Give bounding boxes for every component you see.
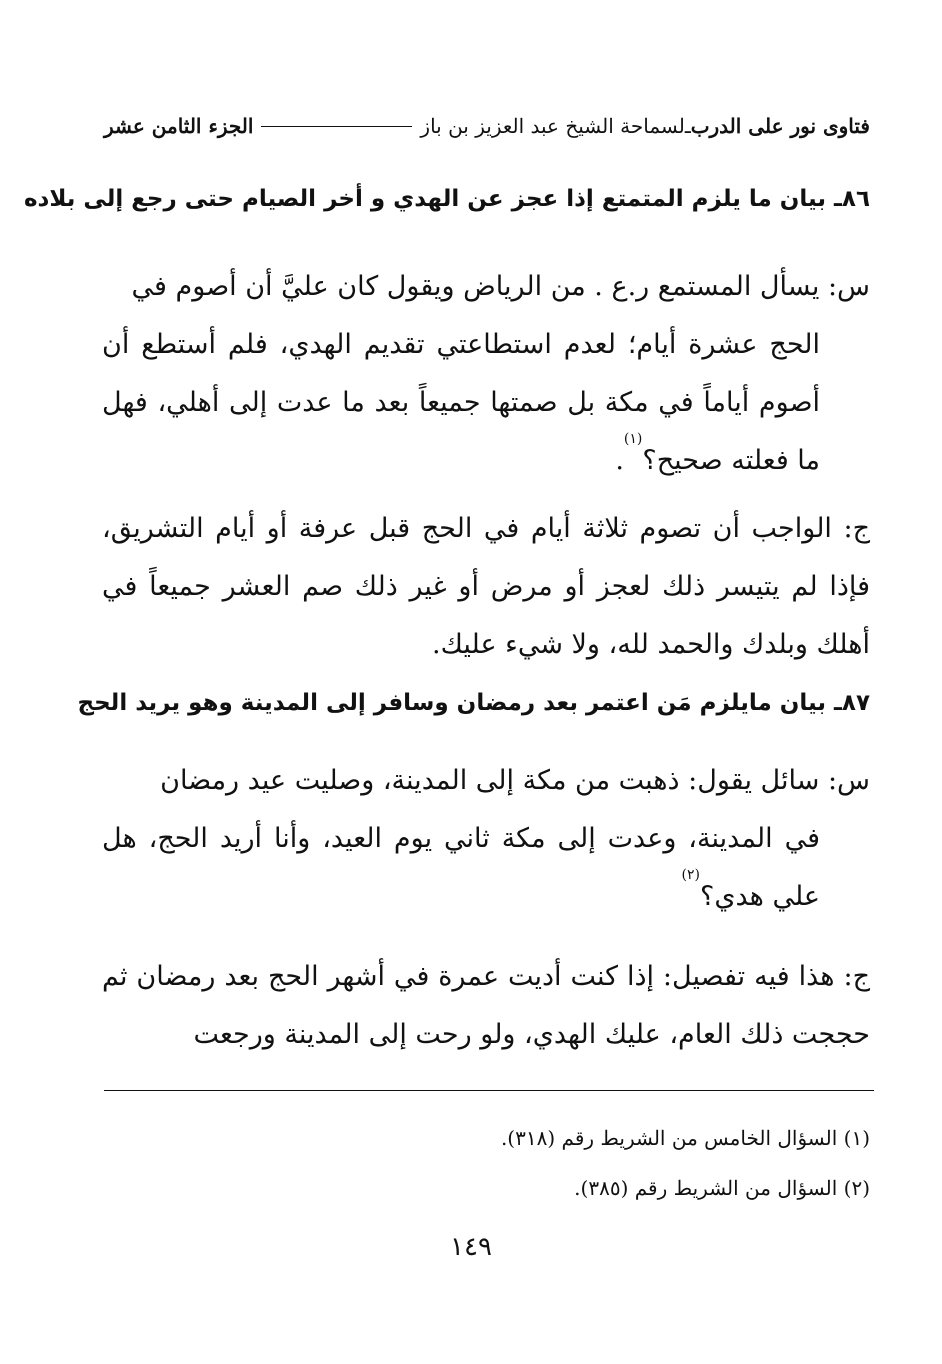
- header-book-title: فتاوى نور على الدرب: [690, 114, 870, 138]
- running-header: [104, 106, 870, 146]
- question-86-rest: الحج عشرة أيام؛ لعدم استطاعتي تقديم الهدي، فلم أستطع أن أصوم أياماً في مكة بل صمتها جميعاً بعد ما عدت إلى أهلي، فهل ما فعلته صحيح؟$^{(١)}$.: [102, 329, 820, 476]
- question-87-rest: [102, 810, 820, 926]
- section-heading-86: ٨٦ـ بيان ما يلزم المتمتع إذا عجز عن الهدي و أخر الصيام حتى رجع إلى بلاده: [23, 186, 870, 212]
- question-86: [102, 258, 870, 490]
- question-86-first-line: س: يسأل المستمع ر.ع . من الرياض ويقول كان عليَّ أن أصوم في: [131, 271, 870, 302]
- footnote-ref-2: (٢): [681, 867, 700, 883]
- footnote-2: (٢) السؤال من الشريط رقم (٣٨٥).: [574, 1176, 870, 1200]
- question-87-rest-text: في المدينة، وعدت إلى مكة ثاني يوم العيد، وأنا أريد الحج، هل علي هدي؟: [102, 823, 820, 912]
- header-author: لسماحة الشيخ عبد العزيز بن باز: [420, 114, 685, 138]
- footnote-1: (١) السؤال الخامس من الشريط رقم (٣١٨).: [500, 1126, 870, 1150]
- page-number: ١٤٩: [450, 1232, 492, 1262]
- answer-86: ج: الواجب أن تصوم ثلاثة أيام في الحج قبل عرفة أو أيام التشريق، فإذا لم يتيسر ذلك لعجز أو مرض أو غير ذلك صم العشر جميعاً في أهلك وبلدك والحمد لله، ولا شيء عليك.: [102, 513, 870, 660]
- question-87-first-line: س: سائل يقول: ذهبت من مكة إلى المدينة، وصليت عيد رمضان: [160, 765, 870, 796]
- footnote-rule: [104, 1090, 874, 1091]
- answer-87: ج: هذا فيه تفصيل: إذا كنت أديت عمرة في أشهر الحج بعد رمضان ثم حججت ذلك العام، عليك الهدي، ولو رحت إلى المدينة ورجعت: [102, 961, 870, 1050]
- question-86-rest-text: الحج عشرة أيام؛ لعدم استطاعتي تقديم الهدي، فلم أستطع أن أصوم أياماً في مكة بل صمتها جميعاً بعد ما عدت إلى أهلي، فهل ما فعلته صحيح؟: [102, 329, 820, 476]
- question-87: [102, 752, 870, 926]
- section-heading-87: ٨٧ـ بيان مايلزم مَن اعتمر بعد رمضان وسافر إلى المدينة وهو يريد الحج: [77, 690, 870, 716]
- footnote-ref-1: (١): [623, 431, 643, 447]
- header-rule: [261, 126, 412, 127]
- header-dash: ـ: [684, 114, 691, 138]
- header-part: الجزء الثامن عشر: [104, 114, 254, 138]
